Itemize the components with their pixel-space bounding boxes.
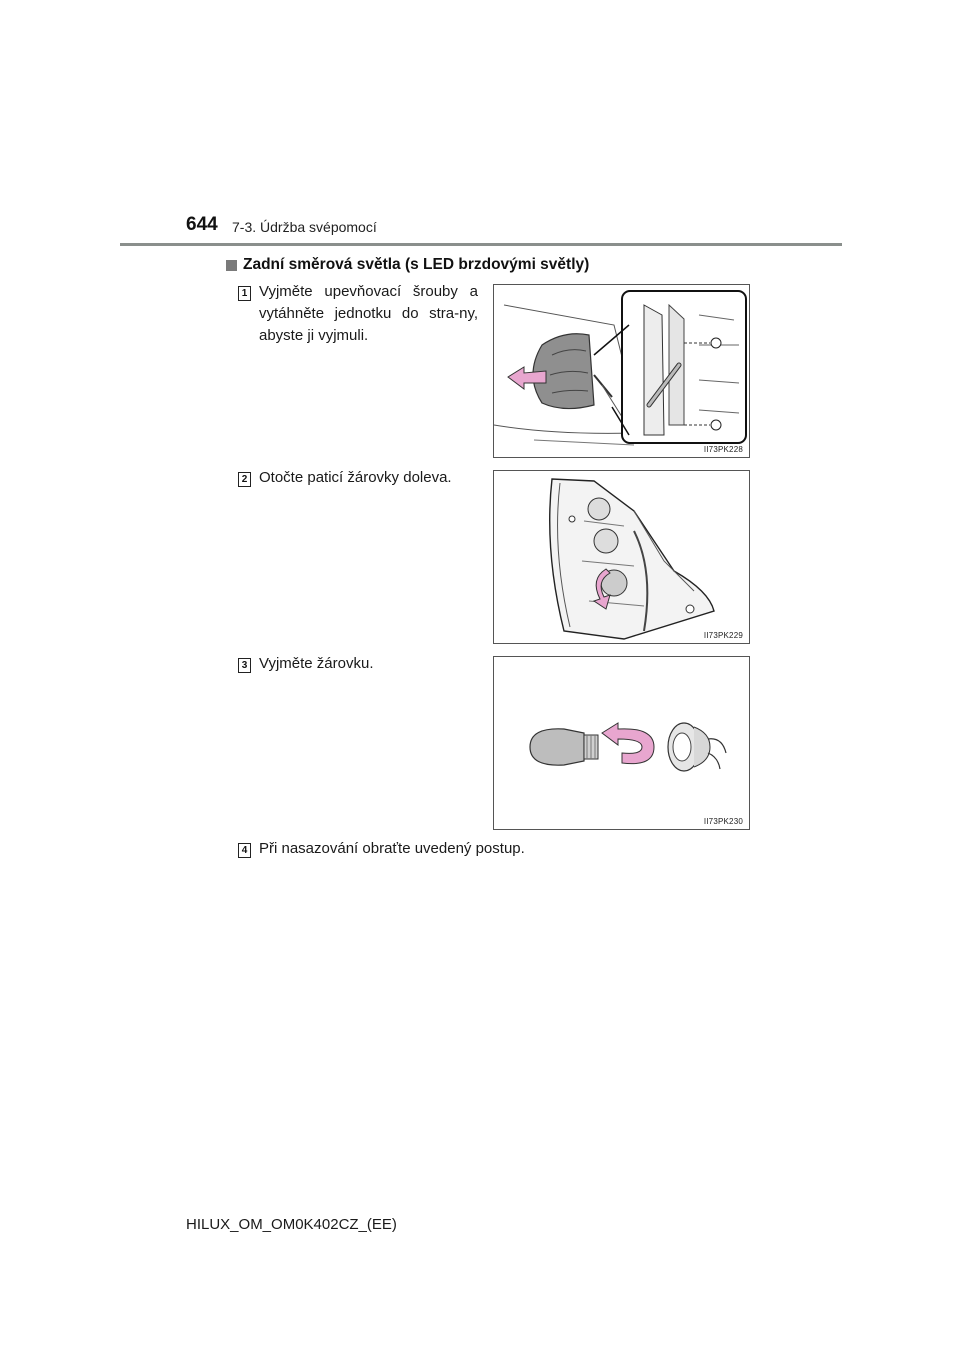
step-number-3: 3 (238, 658, 251, 673)
page-number: 644 (186, 214, 218, 235)
figure-remove-lamp-unit (493, 284, 750, 458)
step-text-2: Otočte paticí žárovky doleva. (259, 469, 452, 486)
header-rule (120, 243, 842, 246)
bulb-removal-illustration (494, 657, 749, 829)
subheading (226, 256, 589, 274)
figure-remove-bulb (493, 656, 750, 830)
footer-document-code: HILUX_OM_OM0K402CZ_(EE) (186, 1216, 397, 1233)
tail-lamp-removal-illustration (494, 285, 749, 457)
section-title: 7-3. Údržba svépomocí (232, 219, 377, 235)
figure-code: II73PK229 (703, 631, 743, 640)
step-number-1: 1 (238, 286, 251, 301)
step-number-4: 4 (238, 843, 251, 858)
subheading-text: Zadní směrová světla (s LED brzdovými světly) (243, 256, 590, 273)
step-text-1: Vyjměte upevňovací šrouby a vytáhněte jednotku do stra-ny, abyste ji vyjmuli. (259, 283, 478, 344)
lamp-socket-rotation-illustration (494, 471, 749, 643)
bullet-square-icon (226, 260, 237, 271)
step-number-2: 2 (238, 472, 251, 487)
figure-code: II73PK228 (703, 445, 743, 454)
figure-rotate-socket (493, 470, 750, 644)
step-text-3: Vyjměte žárovku. (259, 655, 374, 672)
step-text-4: Při nasazování obraťte uvedený postup. (259, 840, 525, 857)
figure-code: II73PK230 (703, 817, 743, 826)
